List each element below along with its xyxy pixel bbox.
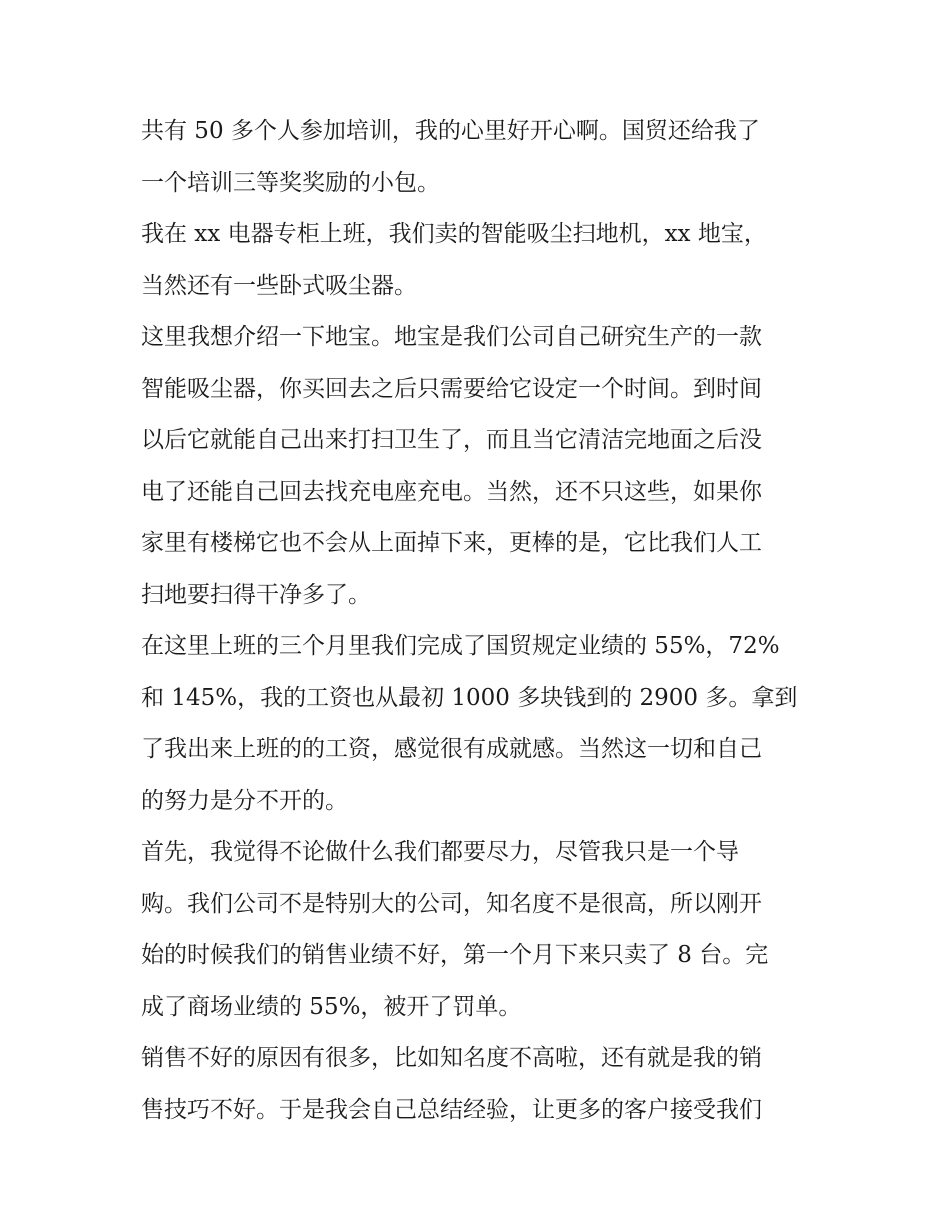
text-line: 当然还有一些卧式吸尘器。 xyxy=(141,272,417,299)
text-line: 我在 xx 电器专柜上班，我们卖的智能吸尘扫地机，xx 地宝， xyxy=(141,221,767,247)
text-line: 首先，我觉得不论做什么我们都要尽力，尽管我只是一个导 xyxy=(141,839,739,865)
text-line: 一个培训三等奖奖励的小包。 xyxy=(141,169,440,196)
text-line: 购。我们公司不是特别大的公司，知名度不是很高，所以刚开 xyxy=(141,890,762,917)
text-line: 家里有楼梯它也不会从上面掉下来，更棒的是，它比我们人工 xyxy=(141,530,762,556)
text-line: 了我出来上班的的工资，感觉很有成就感。当然这一切和自己 xyxy=(141,736,762,762)
text-line: 扫地要扫得干净多了。 xyxy=(141,581,371,608)
text-line: 以后它就能自己出来打扫卫生了，而且当它清洁完地面之后没 xyxy=(141,427,762,453)
text-line: 的努力是分不开的。 xyxy=(141,787,348,814)
text-line: 这里我想介绍一下地宝。地宝是我们公司自己研究生产的一款 xyxy=(141,324,762,350)
text-line: 始的时候我们的销售业绩不好，第一个月下来只卖了 8 台。完 xyxy=(141,942,769,968)
text-line: 和 145%，我的工资也从最初 1000 多块钱到的 2900 多。拿到 xyxy=(141,684,798,711)
text-line: 电了还能自己回去找充电座充电。当然，还不只这些，如果你 xyxy=(141,478,762,505)
text-line: 在这里上班的三个月里我们完成了国贸规定业绩的 55%，72% xyxy=(141,633,780,659)
text-line: 售技巧不好。于是我会自己总结经验，让更多的客户接受我们 xyxy=(141,1096,762,1123)
text-line: 销售不好的原因有很多，比如知名度不高啦，还有就是我的销 xyxy=(141,1045,762,1071)
text-line: 共有 50 多个人参加培训，我的心里好开心啊。国贸还给我了 xyxy=(141,118,760,144)
document-body xyxy=(141,106,817,1136)
text-line: 成了商场业绩的 55%，被开了罚单。 xyxy=(141,993,522,1020)
text-line: 智能吸尘器，你买回去之后只需要给它设定一个时间。到时间 xyxy=(141,375,762,402)
